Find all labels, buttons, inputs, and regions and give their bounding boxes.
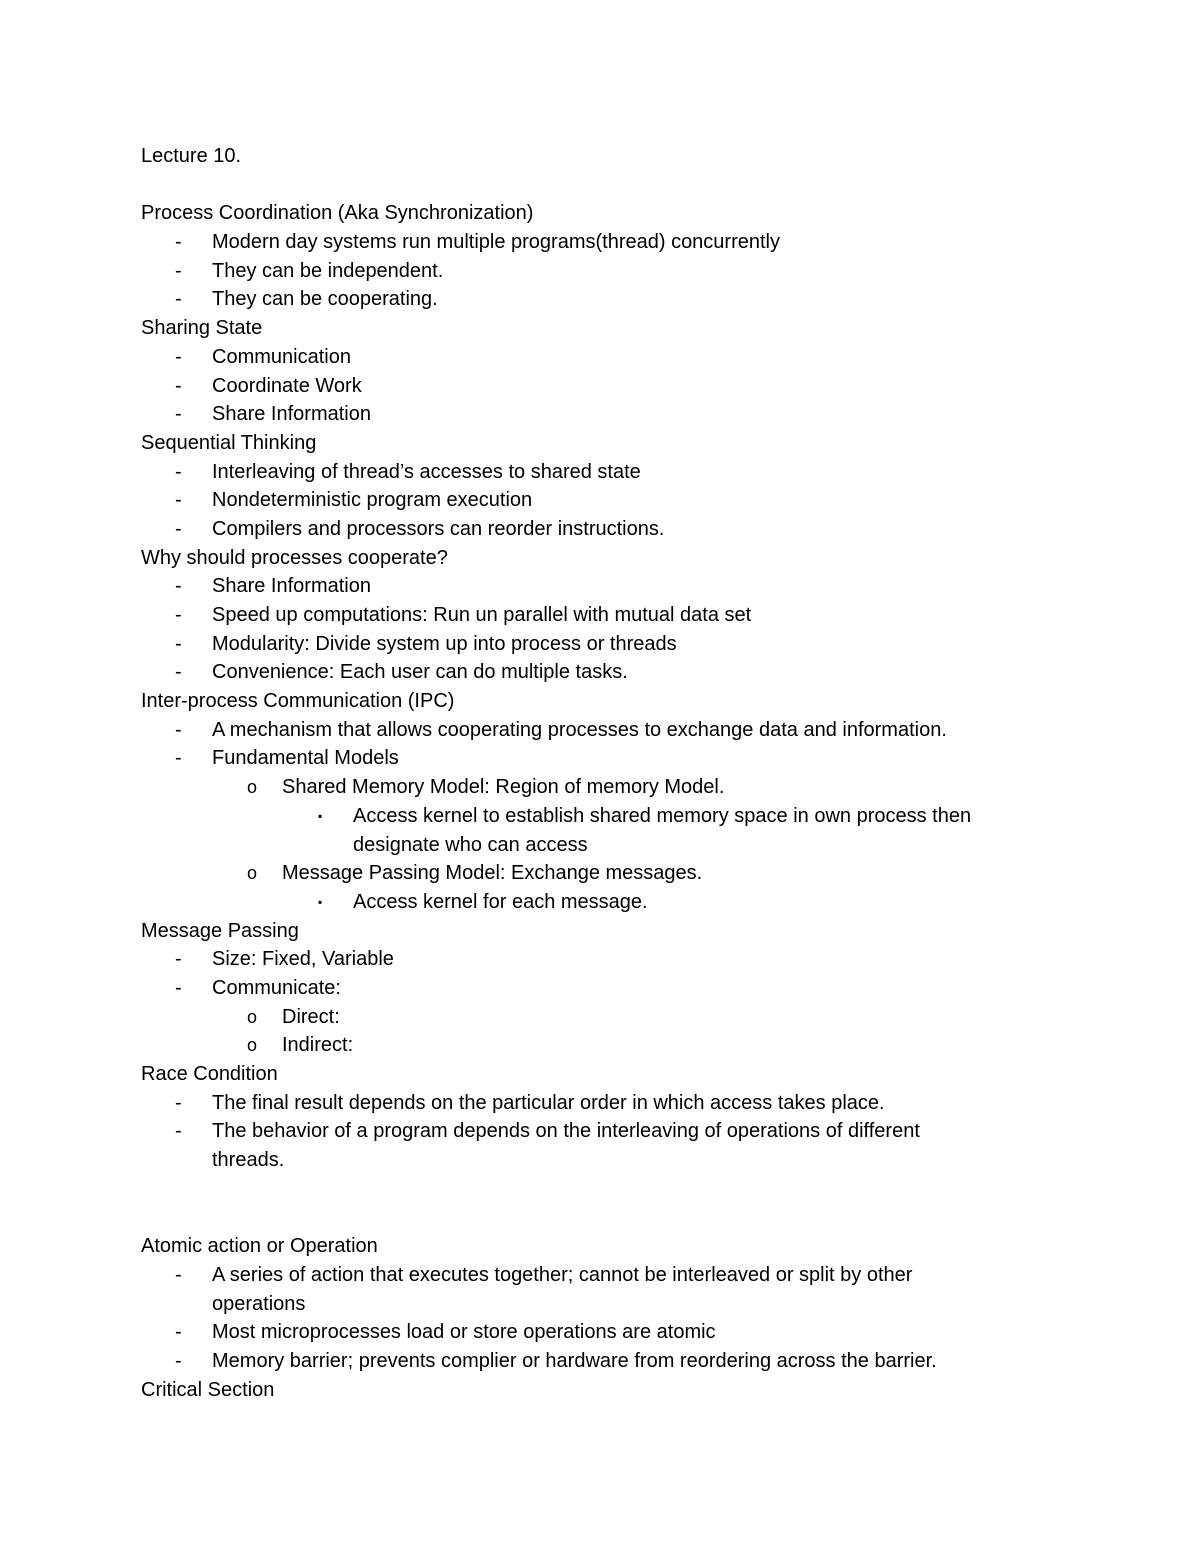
sub-sub-list-item: ▪ Access kernel to establish shared memory space in own process then — [141, 802, 1041, 831]
dash-bullet: - — [175, 403, 182, 426]
list-item: - Fundamental Models — [141, 744, 1041, 773]
dash-bullet: - — [175, 1349, 182, 1372]
list-item: - Communicate: — [141, 974, 1041, 1003]
dash-bullet: - — [175, 976, 182, 999]
circle-bullet: o — [247, 1035, 258, 1056]
sub-sub-list-item-continuation: designate who can access — [353, 833, 588, 856]
sub-list-item: o Indirect: — [141, 1031, 1041, 1060]
list-item: - Convenience: Each user can do multiple tasks. — [141, 658, 1041, 687]
square-bullet: ▪ — [318, 894, 323, 909]
dash-bullet: - — [175, 1321, 182, 1344]
dash-bullet: - — [175, 604, 182, 626]
section-heading: Message Passing — [141, 919, 299, 942]
list-item: - Speed up computations: Run un parallel with mutual data set — [141, 601, 1041, 630]
dash-bullet: - — [175, 231, 182, 254]
square-bullet: ▪ — [318, 808, 323, 823]
list-item: - Share Information — [141, 400, 1041, 429]
list-item: - A mechanism that allows cooperating processes to exchange data and information. — [141, 716, 1041, 745]
list-item: - Share Information — [141, 572, 1041, 601]
blank-line — [141, 171, 1041, 200]
list-item: - Modularity: Divide system up into process or threads — [141, 630, 1041, 659]
sub-list-item: o Shared Memory Model: Region of memory Model. — [141, 773, 1041, 802]
list-item: - Memory barrier; prevents complier or hardware from reordering across the barrier. — [141, 1347, 1041, 1376]
section-heading: Process Coordination (Aka Synchronization) — [141, 202, 534, 225]
sub-list-item: o Message Passing Model: Exchange messages. — [141, 859, 1041, 888]
dash-bullet: - — [175, 259, 182, 282]
dash-bullet: - — [175, 575, 182, 598]
dash-bullet: - — [175, 288, 182, 311]
page-title: Lecture 10. — [141, 145, 242, 167]
section-heading: Sharing State — [141, 317, 263, 340]
dash-bullet: - — [175, 517, 182, 540]
section-heading: Race Condition — [141, 1063, 278, 1085]
list-item-continuation: threads. — [212, 1149, 285, 1172]
list-item: - A series of action that executes together; cannot be interleaved or split by other — [141, 1261, 1041, 1290]
sub-sub-list-item: ▪ Access kernel for each message. — [141, 888, 1041, 917]
dash-bullet: - — [175, 718, 182, 741]
list-item: - Size: Fixed, Variable — [141, 945, 1041, 974]
list-item: - Coordinate Work — [141, 372, 1041, 401]
list-item: - Communication — [141, 343, 1041, 372]
section-heading: Atomic action or Operation — [141, 1235, 378, 1258]
section-heading: Inter-process Communication (IPC) — [141, 690, 455, 713]
blank-line — [141, 1203, 1041, 1232]
dash-bullet: - — [175, 747, 182, 770]
dash-bullet: - — [175, 632, 182, 655]
dash-bullet: - — [175, 1263, 182, 1286]
list-item: - The behavior of a program depends on the interleaving of operations of different — [141, 1117, 1041, 1146]
sub-list-item: o Direct: — [141, 1003, 1041, 1032]
dash-bullet: - — [175, 345, 182, 368]
dash-bullet: - — [175, 1120, 182, 1143]
dash-bullet: - — [175, 460, 182, 483]
dash-bullet: - — [175, 374, 182, 397]
circle-bullet: o — [247, 1006, 258, 1027]
dash-bullet: - — [175, 948, 182, 971]
document-body — [141, 142, 1041, 1404]
list-item: - The final result depends on the particular order in which access takes place. — [141, 1089, 1041, 1118]
section-heading: Critical Section — [141, 1378, 275, 1401]
list-item: - They can be independent. — [141, 257, 1041, 286]
section-heading: Why should processes cooperate? — [141, 546, 448, 569]
list-item: - Nondeterministic program execution — [141, 486, 1041, 515]
dash-bullet: - — [175, 1091, 182, 1114]
list-item: - Interleaving of thread’s accesses to shared state — [141, 458, 1041, 487]
blank-line — [141, 1175, 1041, 1204]
list-item: - Compilers and processors can reorder instructions. — [141, 515, 1041, 544]
dash-bullet: - — [175, 489, 182, 512]
list-item: - Modern day systems run multiple programs(thread) concurrently — [141, 228, 1041, 257]
dash-bullet: - — [175, 661, 182, 684]
list-item: - They can be cooperating. — [141, 285, 1041, 314]
list-item: - Most microprocesses load or store operations are atomic — [141, 1318, 1041, 1347]
circle-bullet: o — [247, 777, 258, 798]
section-heading: Sequential Thinking — [141, 431, 317, 454]
circle-bullet: o — [247, 863, 258, 884]
list-item-continuation: operations — [212, 1292, 306, 1315]
